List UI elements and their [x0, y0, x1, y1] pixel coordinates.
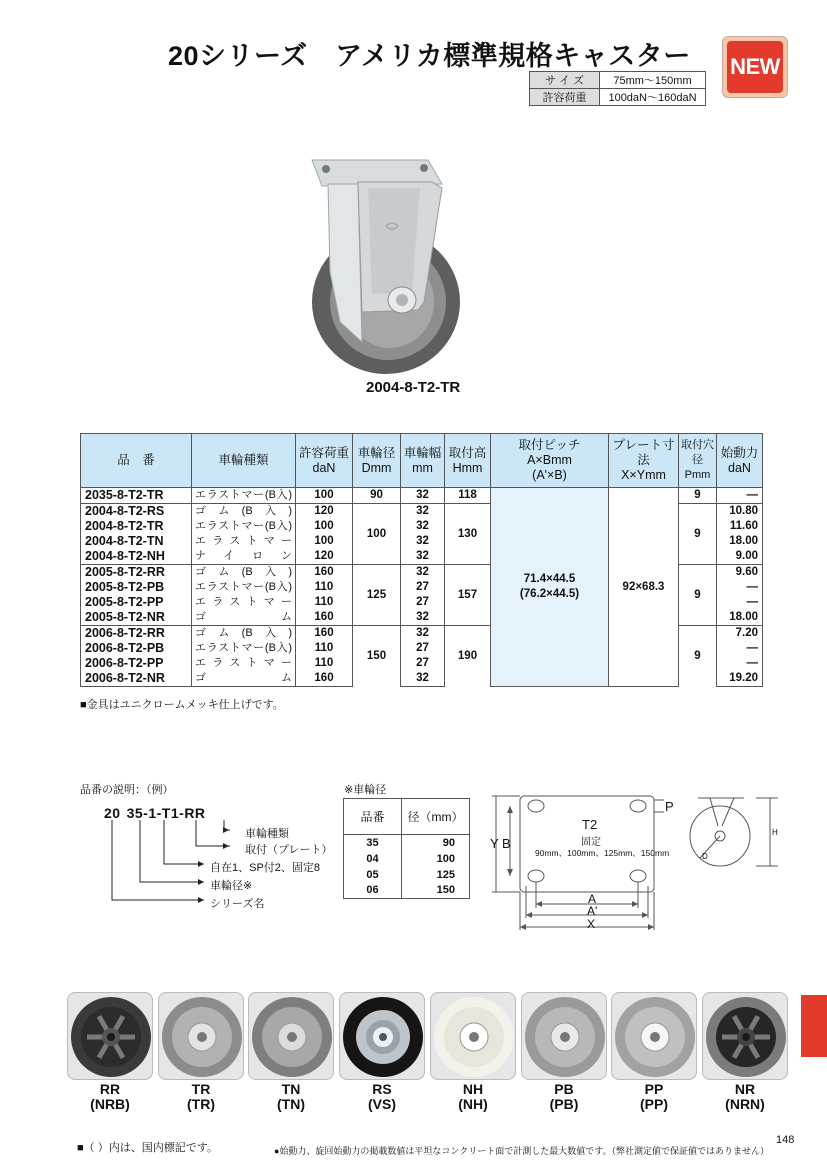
wd-code: 35 [344, 835, 402, 851]
start-force: — [717, 641, 763, 656]
spec-key: 許容荷重 [530, 89, 600, 106]
header-hole: 取付穴径 Pmm [679, 434, 717, 488]
pn-label-mount: 取付（プレート） [245, 844, 333, 856]
table-row [344, 835, 470, 851]
footnote-left: ■（ ）内は、国内標記です。 [77, 1142, 218, 1154]
wheel-code: TR [191, 1081, 211, 1097]
wheel-domestic-code: (NH) [458, 1096, 488, 1112]
pn-explain-title: 品番の説明：（例） [80, 784, 174, 796]
diagram-plate-sub: 固定 [581, 837, 601, 848]
wheel-domestic-code: (PP) [640, 1096, 668, 1112]
header-pitch: 取付ピッチ A×Bmm (A'×B) [491, 434, 609, 488]
diagram-label-x: X [587, 917, 596, 931]
wd-code: 04 [344, 851, 402, 867]
wd-header-diameter: 径（mm） [402, 799, 470, 835]
dimension-diagram [486, 786, 786, 936]
wheel-type: エラストマー [192, 656, 296, 671]
page-number: 148 [776, 1134, 795, 1146]
start-force: 9.60 [717, 565, 763, 581]
load-capacity: 160 [296, 671, 353, 687]
caster-photo [300, 152, 480, 377]
wheel-width: 32 [401, 534, 445, 549]
plate-size: 92×68.3 [609, 488, 679, 687]
wheel-width: 32 [401, 488, 445, 504]
header-width: 車輪幅 mm [401, 434, 445, 488]
wheel-type: エラストマー(B入) [192, 580, 296, 595]
wheel-image [249, 993, 334, 1080]
load-capacity: 110 [296, 656, 353, 671]
start-force: 10.80 [717, 504, 763, 520]
wheel-width: 32 [401, 626, 445, 642]
table-row [81, 488, 763, 504]
wheel-code: RS [372, 1081, 392, 1097]
load-capacity: 110 [296, 641, 353, 656]
page-title: 20シリーズ アメリカ標準規格キャスター [168, 41, 691, 71]
wheel-type: ゴム(B入) [192, 565, 296, 581]
table-header-row [81, 434, 763, 488]
diagram-sizes: 90mm、100mm、125mm、150mm [535, 848, 670, 858]
spec-value: 100daN〜160daN [600, 89, 706, 106]
hole-diameter: 9 [679, 488, 717, 504]
diagram-label-d: D [702, 852, 708, 861]
part-number: 2005-8-T2-PP [81, 595, 192, 610]
load-capacity: 160 [296, 626, 353, 642]
wheel-domestic-code: (TN) [277, 1096, 305, 1112]
wd-code: 05 [344, 867, 402, 883]
wheel-diameter: 100 [353, 504, 401, 565]
mount-pitch [491, 488, 609, 687]
pn-label-series: シリーズ名 [210, 898, 265, 910]
wheel-code: NH [462, 1081, 484, 1097]
wheel-image [612, 993, 697, 1080]
diagram-label-p: P [665, 799, 674, 814]
load-capacity: 100 [296, 519, 353, 534]
mount-height: 157 [445, 565, 491, 626]
diagram-label-a: A [588, 892, 597, 906]
header-height: 取付高 Hmm [445, 434, 491, 488]
part-number: 2006-8-T2-PB [81, 641, 192, 656]
wheel-type: ゴム(B入) [192, 504, 296, 520]
part-number: 2005-8-T2-PB [81, 580, 192, 595]
load-capacity: 120 [296, 504, 353, 520]
table-row [344, 867, 470, 883]
wheel-diameter-table [343, 798, 470, 899]
pn-swivel: 1 [148, 805, 157, 821]
wheel-sample-nh [430, 992, 516, 1080]
spec-summary-table [529, 71, 706, 106]
wheel-type: ゴム(B入) [192, 626, 296, 642]
load-capacity: 100 [296, 488, 353, 504]
wheel-type: ゴム [192, 610, 296, 626]
wheel-sample-pb [521, 992, 607, 1080]
load-capacity: 120 [296, 549, 353, 565]
wheel-type: エラストマー(B入) [192, 519, 296, 534]
start-force: 18.00 [717, 610, 763, 626]
wd-header-code: 品番 [344, 799, 402, 835]
wheel-sample-rs [339, 992, 425, 1080]
wheel-sample-tn [248, 992, 334, 1080]
hole-diameter: 9 [679, 504, 717, 565]
start-force: — [717, 580, 763, 595]
diagram-plate-title: T2 [582, 817, 598, 832]
wheel-sample-tr [158, 992, 244, 1080]
start-force: 11.60 [717, 519, 763, 534]
wheel-diameter: 125 [353, 565, 401, 626]
pn-label-swivel: 自在1、SP付2、固定8 [210, 862, 321, 874]
photo-caption: 2004-8-T2-TR [366, 379, 461, 396]
pitch-value: 71.4×44.5 [523, 573, 576, 585]
wd-diameter: 125 [402, 867, 470, 883]
start-force: 18.00 [717, 534, 763, 549]
table-row [344, 851, 470, 867]
wheel-domestic-code: (PB) [549, 1096, 579, 1112]
new-badge-label: NEW [727, 41, 783, 93]
pn-dash: - [156, 805, 162, 821]
wheel-image [703, 993, 788, 1080]
wheel-sample-pp [611, 992, 697, 1080]
part-number: 2004-8-T2-NH [81, 549, 192, 565]
new-badge [722, 36, 788, 98]
wheel-width: 27 [401, 580, 445, 595]
part-number: 2004-8-T2-TN [81, 534, 192, 549]
header-load: 許容荷重 daN [296, 434, 353, 488]
pn-wheel-type: RR [184, 805, 206, 821]
pn-dash: - [143, 805, 149, 821]
wheel-image [431, 993, 516, 1080]
wheel-width: 32 [401, 549, 445, 565]
wheel-width: 32 [401, 565, 445, 581]
spec-table [80, 433, 763, 687]
wheel-type: エラストマー(B入) [192, 488, 296, 504]
wheel-width: 27 [401, 656, 445, 671]
start-force: — [717, 488, 763, 504]
load-capacity: 100 [296, 534, 353, 549]
wheel-domestic-code: (NRB) [90, 1096, 130, 1112]
part-number: 2004-8-T2-TR [81, 519, 192, 534]
part-number: 2006-8-T2-NR [81, 671, 192, 687]
part-number: 2005-8-T2-NR [81, 610, 192, 626]
header-part-no: 品 番 [81, 434, 192, 488]
wheel-code: TN [281, 1081, 301, 1097]
wheel-width: 27 [401, 595, 445, 610]
wheel-code: PP [644, 1081, 664, 1097]
mount-height: 190 [445, 626, 491, 687]
spec-value: 75mm〜150mm [600, 72, 706, 89]
pn-series: 20 [104, 805, 121, 821]
wheel-code: RR [99, 1081, 121, 1097]
load-capacity: 110 [296, 580, 353, 595]
diagram-label-a-prime: A' [587, 904, 598, 918]
wheel-domestic-code: (NRN) [725, 1096, 765, 1112]
wheel-type: ナイロン [192, 549, 296, 565]
wheel-domestic-code: (TR) [187, 1096, 215, 1112]
spec-row [530, 72, 706, 89]
pn-mount: T1 [161, 805, 180, 821]
page-edge-tab [801, 995, 827, 1057]
wheel-type: エラストマー [192, 595, 296, 610]
wheel-image [159, 993, 244, 1080]
header-diameter: 車輪径 Dmm [353, 434, 401, 488]
wheel-sample-rr [67, 992, 153, 1080]
wheel-image [522, 993, 607, 1080]
load-capacity: 160 [296, 565, 353, 581]
pn-diameter: 35 [126, 805, 144, 821]
part-number: 2004-8-T2-RS [81, 504, 192, 520]
start-force: 7.20 [717, 626, 763, 642]
part-number: 2006-8-T2-RR [81, 626, 192, 642]
start-force: — [717, 595, 763, 610]
wheel-code: NR [734, 1081, 756, 1097]
part-number: 2035-8-T2-TR [81, 488, 192, 504]
start-force: 9.00 [717, 549, 763, 565]
start-force: 19.20 [717, 671, 763, 687]
wd-code: 06 [344, 883, 402, 899]
wheel-diameter-title: ※車輪径 [344, 784, 387, 796]
mount-height: 130 [445, 504, 491, 565]
wheel-image [68, 993, 153, 1080]
wheel-width: 32 [401, 671, 445, 687]
wheel-sample-nr [702, 992, 788, 1080]
pn-example-code [104, 805, 206, 821]
hole-diameter: 9 [679, 626, 717, 687]
wd-diameter: 150 [402, 883, 470, 899]
load-capacity: 110 [296, 595, 353, 610]
diagram-label-yb: Y B [490, 836, 511, 851]
header-wheel-type: 車輪種類 [192, 434, 296, 488]
wd-diameter: 90 [402, 835, 470, 851]
wheel-width: 27 [401, 641, 445, 656]
wheel-type: エラストマー(B入) [192, 641, 296, 656]
load-capacity: 160 [296, 610, 353, 626]
diagram-label-h: H [772, 828, 778, 837]
hole-diameter: 9 [679, 565, 717, 626]
part-number: 2006-8-T2-PP [81, 656, 192, 671]
part-number: 2005-8-T2-RR [81, 565, 192, 581]
wheel-type: ゴム [192, 671, 296, 687]
wheel-type: エラストマー [192, 534, 296, 549]
wheel-diameter: 150 [353, 626, 401, 687]
pn-label-wheel-type: 車輪種類 [245, 828, 289, 840]
pn-dash: - [179, 805, 185, 821]
pn-label-diameter: 車輪径※ [210, 880, 253, 892]
wheel-width: 32 [401, 519, 445, 534]
header-start-force: 始動力 daN [717, 434, 763, 488]
wheel-code: PB [554, 1081, 574, 1097]
spec-key: サ イ ズ [530, 72, 600, 89]
mount-height: 118 [445, 488, 491, 504]
wheel-width: 32 [401, 610, 445, 626]
wd-diameter: 100 [402, 851, 470, 867]
wheel-diameter: 90 [353, 488, 401, 504]
table-row [344, 883, 470, 899]
wheel-domestic-code: (VS) [368, 1096, 396, 1112]
wheel-image [340, 993, 425, 1080]
spec-row [530, 89, 706, 106]
wheel-width: 32 [401, 504, 445, 520]
footnote-right: ●始動力、旋回始動力の掲載数値は平坦なコンクリート面で計測した最大数値です。（弊社測定値で保証値ではありません） [274, 1146, 770, 1156]
header-plate: プレート寸法 X×Ymm [609, 434, 679, 488]
table-note: ■金具はユニクロームメッキ仕上げです。 [80, 699, 284, 711]
pitch-alt-value: (76.2×44.5) [519, 588, 580, 600]
wd-header-row [344, 799, 470, 835]
start-force: — [717, 656, 763, 671]
